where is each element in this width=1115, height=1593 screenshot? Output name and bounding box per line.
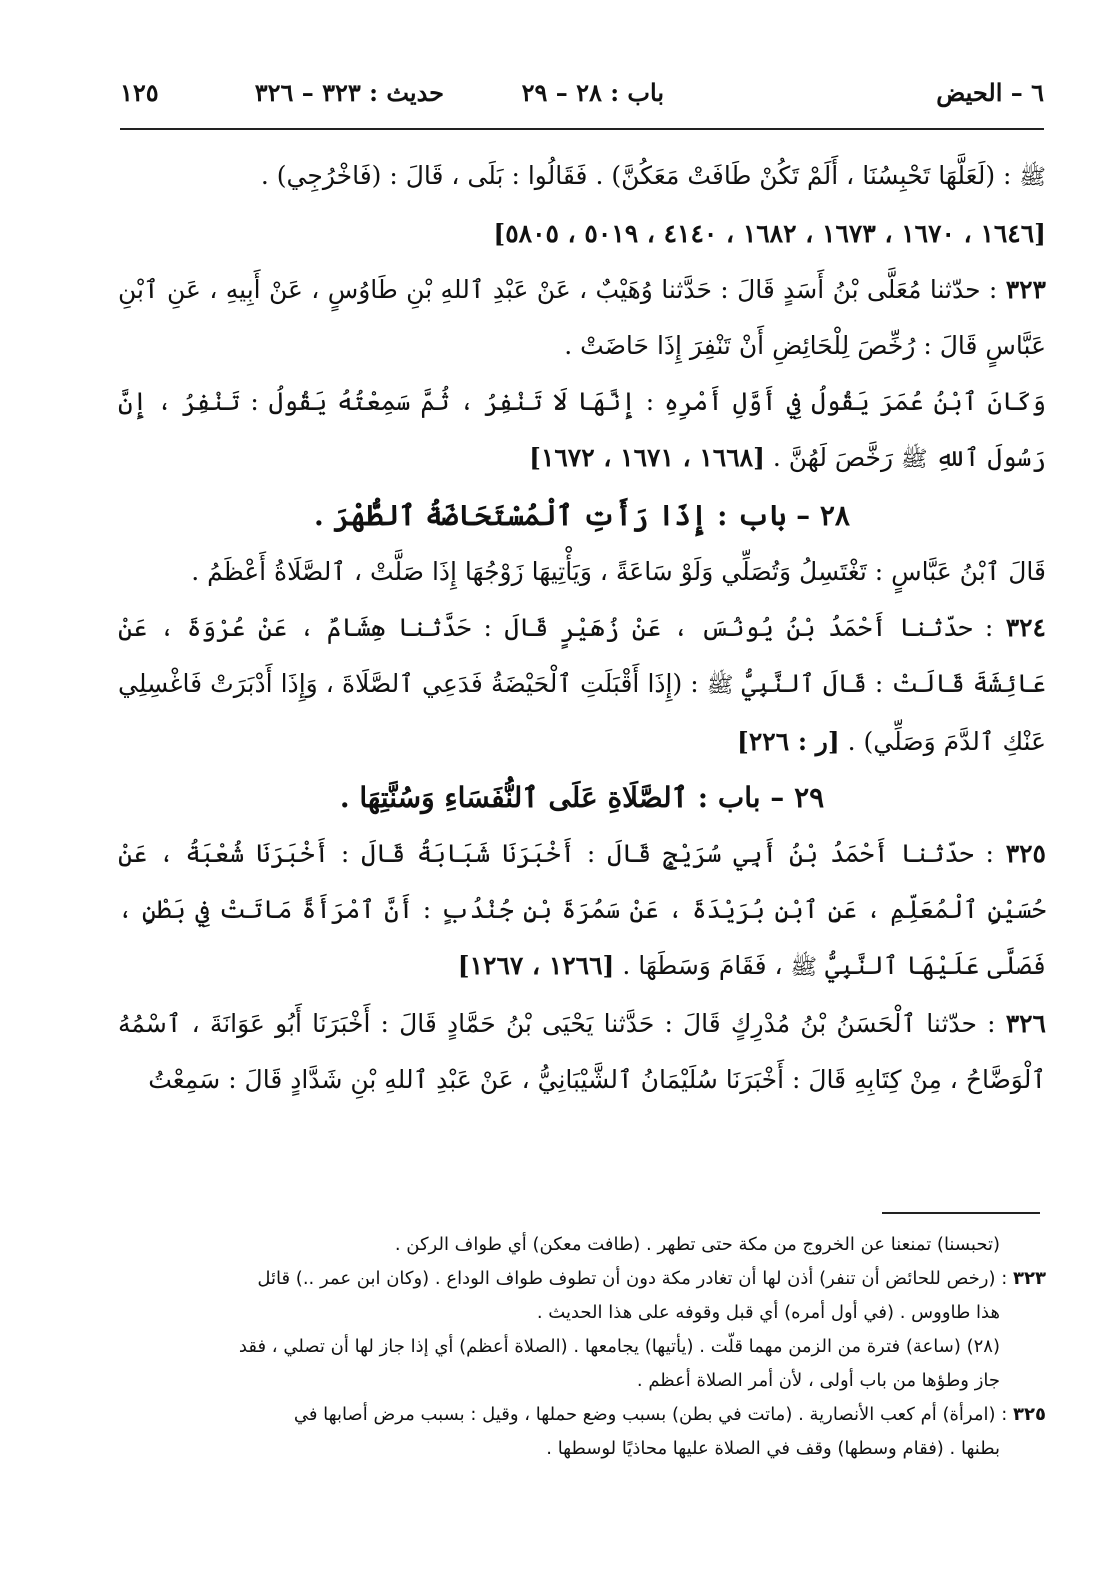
hadith-326 [118, 996, 1046, 1108]
footnote-divider [882, 1212, 1040, 1214]
footnote-text: : (رخص للحائض أن تنفر) أذن لها أن تغادر مكة دون أن تطوف طواف الوداع . (وكان ابن عمر ..) قائل [257, 1268, 1014, 1289]
footnote-item [118, 1398, 1046, 1432]
salutation-glyph: ﷺ [900, 447, 928, 472]
reference-list: [١٦٦٨ ، ١٦٧١ ، ١٦٧٢] [529, 443, 765, 472]
hadith-text: ، فَقَامَ وَسَطَهَا . [614, 951, 791, 980]
hadith-number: ٣٢٥ [1005, 839, 1046, 868]
running-header [120, 74, 1044, 114]
chapter-28-intro: قَالَ ٱبْنُ عَبَّاسٍ : تَغْتَسِلُ وَتُصَلِّي وَلَوْ سَاعَةً ، وَيَأْتِيهَا زَوْجُهَا إِذَا صَلَّتْ ، ٱلصَّلَاةُ أَعْظَمُ . [191, 557, 1046, 586]
footnotes [118, 1228, 1046, 1466]
footnote-item [118, 1262, 1046, 1296]
paragraph-text: : (لَعَلَّهَا تَحْبِسُنَا ، أَلَمْ تَكُنْ طَافَتْ مَعَكُنَّ) . فَقَالُوا : بَلَى ، قَالَ : (فَاخْرُجِي) . [260, 161, 1020, 190]
paragraph-continuation [118, 148, 1046, 206]
footnote-number: ٣٢٣ [1013, 1268, 1046, 1289]
hadith-text: وَكَانَ ٱبْنُ عُمَرَ يَقُولُ فِي أَوَّلِ أَمْرِهِ : إِنَّهَا لَا تَنْفِرُ ، ثُمَّ سَمِعْتُهُ يَقُولُ : تَنْفِرُ ، إِنَّ رَسُولَ ٱللهِ [118, 387, 1046, 472]
hadith-number: ٣٢٦ [1005, 1009, 1046, 1038]
cross-references [118, 206, 1046, 262]
bab-range: باب : ٢٨ – ٢٩ [521, 78, 664, 107]
footnote-continuation: جاز وطؤها من باب أولى ، لأن أمر الصلاة أعظم . [636, 1370, 1000, 1391]
footnote-number: ٣٢٥ [1013, 1404, 1046, 1425]
footnote-item: (٢٨) (ساعة) فترة من الزمن مهما قلّت . (يأتيها) يجامعها . (الصلاة أعظم) أي إذا جاز لها أن تصلي ، فقد [238, 1336, 1000, 1357]
hadith-range: حديث : ٣٢٣ – ٣٢٦ [254, 78, 444, 107]
hadith-number: ٣٢٣ [1005, 275, 1046, 304]
hadith-323-continued [118, 374, 1046, 488]
hadith-text: : (إِذَا أَقْبَلَتِ ٱلْحَيْضَةُ فَدَعِي ٱلصَّلَاةَ ، وَإِذَا أَدْبَرَتْ فَاغْسِلِي عَنْكِ ٱلدَّمَ وَصَلِّي) . [118, 669, 1046, 756]
salutation-glyph: ﷺ [706, 673, 734, 698]
reference-list: [ر : ٢٢٦] [737, 727, 840, 756]
footnote-continuation: بطنها . (فقام وسطها) وقف في الصلاة عليها محاذيًا لوسطها . [546, 1438, 1000, 1459]
page-number: ١٢٥ [120, 78, 159, 107]
header-divider [120, 128, 1044, 130]
reference-list: [١٢٦٦ ، ١٢٦٧] [457, 951, 615, 980]
hadith-text: : حدّثنا أَحْمَدُ بْنُ يُونُسَ ، عَنْ زُهَيْرٍ قَالَ : حَدَّثنا هِشَامٌ ، عَنْ عُرْوَةَ ، عَنْ عَائِشَةَ قَالَتْ : قَالَ ٱلنَّبِيُّ [118, 613, 1046, 698]
hadith-text: : حدّثنا مُعَلَّى بْنُ أَسَدٍ قَالَ : حَدَّثنا وُهَيْبٌ ، عَنْ عَبْدِ ٱللهِ بْنِ طَاوُسٍ ، عَنْ أَبِيهِ ، عَنِ ٱبْنِ عَبَّاسٍ قَالَ : رُخِّصَ لِلْحَائِضِ أَنْ تَنْفِرَ إِذَا حَاضَتْ . [118, 275, 1046, 360]
hadith-324 [118, 600, 1046, 770]
chapter-title: ٦ – الحيض [936, 78, 1044, 107]
chapter-heading-29: ٢٩ – باب : ٱلصَّلَاةِ عَلَى ٱلنُّفَسَاءِ وَسُنَّتِهَا . [339, 781, 825, 814]
hadith-text: : حدّثنا أَحْمَدُ بْنُ أَبِي سُرَيْجٍ قَالَ : أَخْبَرَنَا شَبَابَةُ قَالَ : أَخْبَرَنَا شُعْبَةُ ، عَنْ حُسَيْنٍ ٱلْمُعَلِّمِ ، عَنِ ٱبْنِ بُرَيْدَةَ ، عَنْ سَمُرَةَ بْنِ جُنْدُبٍ : أَنَّ ٱمْرَأَةً مَاتَتْ فِي بَطْنٍ ، فَصَلَّى عَلَيْهَا ٱلنَّبِيُّ [118, 839, 1046, 980]
footnote-text: : (امرأة) أم كعب الأنصارية . (ماتت في بطن) بسبب وضع حملها ، وقيل : بسبب مرض أصابها في [293, 1404, 1014, 1425]
chapter-heading-28: ٢٨ – باب : إِذَا رَأَتِ ٱلْمُسْتَحَاضَةُ ٱلطُّهْرَ . [314, 499, 850, 532]
salutation-glyph: ﷺ [1019, 165, 1046, 190]
hadith-325 [118, 826, 1046, 996]
hadith-number: ٣٢٤ [1005, 613, 1046, 642]
reference-list: [١٦٤٦ ، ١٦٧٠ ، ١٦٧٣ ، ١٦٨٢ ، ٤١٤٠ ، ٥٠١٩ ، ٥٨٠٥] [493, 219, 1046, 248]
hadith-323 [118, 262, 1046, 374]
salutation-glyph: ﷺ [790, 955, 818, 980]
footnote-continuation: هذا طاووس . (في أول أمره) أي قبل وقوفه على هذا الحديث . [536, 1302, 1000, 1323]
hadith-text: رَخَّصَ لَهُنَّ . [764, 443, 901, 472]
footnote-item: (تحبسنا) تمنعنا عن الخروج من مكة حتى تطهر . (طافت معكن) أي طواف الركن . [394, 1234, 1000, 1255]
hadith-text: : حدّثنا ٱلْحَسَنُ بْنُ مُدْرِكٍ قَالَ : حَدَّثنا يَحْيَى بْنُ حَمَّادٍ قَالَ : أَخْبَرَنَا أَبُو عَوَانَةَ ، ٱسْمُهُ ٱلْوَضَّاحُ ، مِنْ كِتَابِهِ قَالَ : أَخْبَرَنَا سُلَيْمَانُ ٱلشَّيْبَانِيُّ ، عَنْ عَبْدِ ٱللهِ بْنِ شَدَّادٍ قَالَ : سَمِعْتُ [118, 1009, 1046, 1094]
main-text [118, 148, 1046, 1108]
